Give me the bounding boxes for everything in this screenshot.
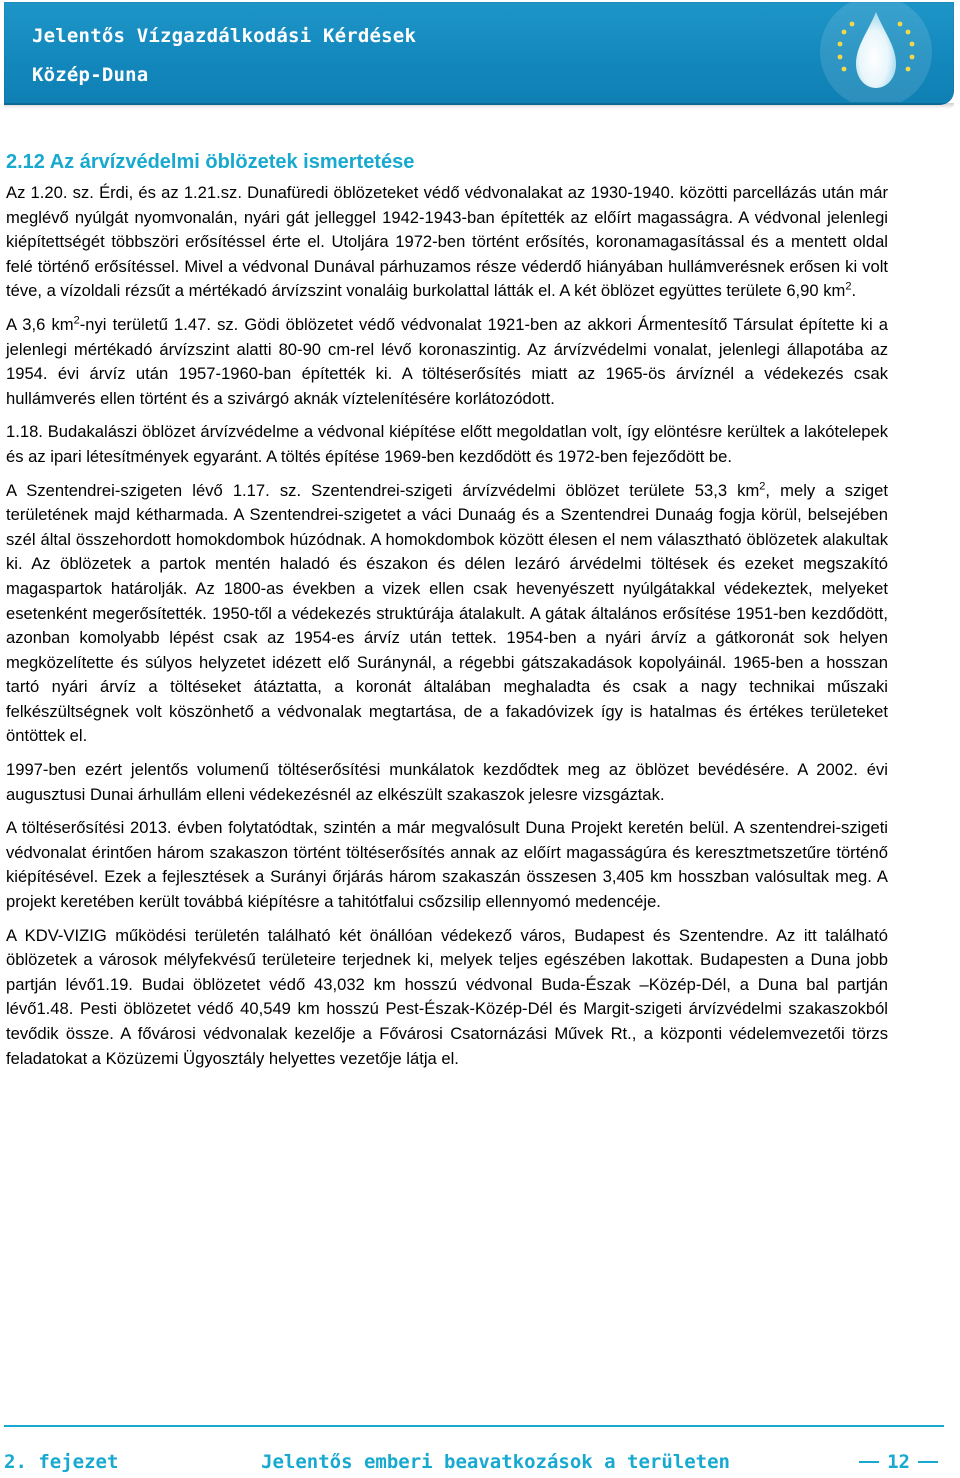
paragraph: Az 1.20. sz. Érdi, és az 1.21.sz. Dunafüredi öblözeteket védő védvonalakat az 1930-1940. közötti parcellázás után már meglévő nyúlgát nyomvonalán, nyári gát jelleggel 1942-1943-ban építették az előírt magasságra. A védvonal jelenlegi kiépítettségét többszöri erősítéssel érte el. Utoljára 1972-ben történt erősítés, koronamagasítással és a mentett oldal felé történő erősítéssel. Mivel a védvonal Dunával párhuzamos része véderdő hiányában hullámverésnek erősen ki volt téve, a vízoldali rézsűt a mértékadó árvízszint vonaláig burkolattal látták el. A két öblözet együttes területe 6,90 $km^2$.: [6, 183, 888, 301]
header-shadow: [4, 103, 954, 109]
paragraph: A 3,6 $km^2$-nyi területű 1.47. sz. Gödi öblözetet védő védvonalat 1921-ben az akkori Ármentesítő Társulat építette ki a jelenlegi mértékadó árvízszint alatti 80-90 cm-rel lévő koronaszintig. Az árvízvédelmi vonalat, jelenlegi állapotába az 1954. évi árvíz után 1957-1960-ban építették ki. A töltéserősítés miatt az 1965-ös árvíznél a védekezés csak hullámverés ellen történt és a szivárgó aknák víztelenítésére korlátozódott.: [6, 314, 889, 408]
page-header-banner: [4, 2, 954, 105]
footer-divider: [4, 1425, 944, 1427]
paragraph: 1997-ben ezért jelentős volumenű töltéserősítési munkálatok kezdődtek meg az öblözet bevédésére. A 2002. évi augusztusi Dunai árhullám elleni védekezésnél az elkészült szakaszok jelesre vizsgáztak.: [6, 760, 888, 804]
paragraph: A Szentendrei-szigeten lévő 1.17. sz. Szentendrei-szigeti árvízvédelmi öblözet területe 53,3 $km^2$, mely a sziget területének majd kétharmada. A Szentendrei-szigetet a váci Dunaág és a Szentendrei Dunaág fogja körül, belsejében szél által összehordott homokdombok húzódnak. A homokdombok között élesen el nem választható öblözetek alakultak ki. Az öblözetek a partok mentén haladó és északon és délen lezáró árvédelmi töltések és ezeket megszakító magaspartok határolják. Az 1800-as években a vizek ellen csak hevenyészett nyúlgátakkal védekeztek, melyeket esetenként megerősítették. 1950-től a védekezés struktúrája átalakult. A gátak általános erősítése 1951-ben kezdődött, azonban komolyabb lépést csak az 1954-es árvíz után tettek. 1954-ben a nyári árvíz a gátkoronát sok helyen megközelítette és súlyos helyzetet idézett elő Suránynál, a régebbi gátszakadások kopolyáinál. 1965-ben a hosszan tartó nyári árvíz a töltéseket átáztatta, a koronát általában meghaladta és csak a nagy technikai műszaki felkészültségnek volt köszönhető a védvonalak megtartása, de a fakadóvizek így is hatalmas és értékes területeket öntöttek el.: [6, 480, 888, 746]
dash-decoration: [918, 1461, 938, 1463]
header-subtitle: Közép-Duna: [32, 64, 149, 86]
paragraph: A KDV-VIZIG működési területén található két önállóan védekező város, Budapest és Szentendre. Az itt található öblözetek a városok mélyfekvésű területeire terjednek ki, melyek teljes egészében lakottak. Budapesten a Duna jobb partján lévő1.19. Budai öblözetet védő 43,032 km hosszú védvonal Buda-Észak –Közép-Dél, a Duna bal partján lévő1.48. Pesti öblözetet védő 40,549 km hosszú Pest-Észak-Közép-Dél és Margit-szigeti árvízvédelmi szakaszokból tevődik össze. A fővárosi védvonalak kezelője a Fővárosi Csatornázási Művek Rt., a központi védelemvezetői törzs feladatokat a Közüzemi Ügyosztály helyettes vezetője látja el.: [6, 925, 888, 1068]
paragraph: A töltéserősítési 2013. évben folytatódtak, szintén a már megvalósult Duna Projekt keretén belül. A szentendrei-szigeti védvonalat érintően három szakaszon történt töltéserősítés annak az előírt magasságúra és keresztmetszetűre történő kiépítésével. Ezek a fejlesztések a Surányi őrjárás három szakaszán összesen 3,405 km hosszban valósultak meg. A projekt keretében került továbbá kiépítésre a tahitótfalui csőzsilip ellennyomó medencéje.: [6, 818, 888, 912]
page-footer: [4, 1451, 944, 1477]
footer-page-number-group: [859, 1451, 938, 1473]
header-title: Jelentős Vízgazdálkodási Kérdések: [32, 25, 417, 47]
section-heading: 2.12 Az árvízvédelmi öblözetek ismertetése: [6, 151, 415, 173]
dash-decoration: [859, 1461, 879, 1463]
water-drop-eu-stars-icon: [810, 2, 940, 102]
document-body: [6, 148, 888, 1080]
footer-chapter-title: Jelentős emberi beavatkozások a területen: [261, 1451, 730, 1473]
paragraph: 1.18. Budakalászi öblözet árvízvédelme a védvonal kiépítése előtt megoldatlan volt, így elöntésre kerültek a lakótelepek és az ipari létesítmények egyaránt. A töltés építése 1969-ben kezdődött és 1972-ben fejeződött be.: [6, 422, 888, 466]
footer-chapter: 2. fejezet: [4, 1451, 119, 1473]
page-number: 12: [887, 1451, 910, 1473]
